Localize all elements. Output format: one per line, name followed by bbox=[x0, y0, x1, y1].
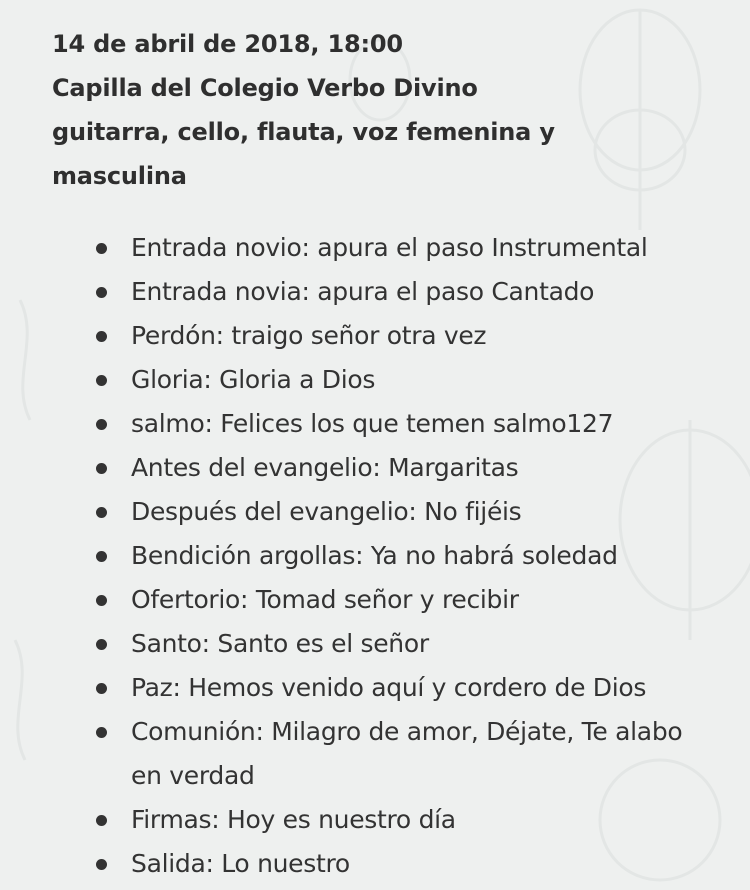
program-item bbox=[0, 270, 750, 314]
program-item bbox=[0, 534, 750, 578]
bullet-icon bbox=[96, 375, 107, 386]
program-item bbox=[0, 358, 750, 402]
event-venue: Capilla del Colegio Verbo Divino bbox=[52, 74, 478, 102]
bullet-icon bbox=[96, 507, 107, 518]
bullet-icon bbox=[96, 683, 107, 694]
program-item bbox=[0, 578, 750, 622]
bullet-icon bbox=[96, 815, 107, 826]
program-item-text: Antes del evangelio: Margaritas bbox=[131, 453, 519, 482]
program-list bbox=[0, 226, 750, 886]
program-item bbox=[0, 710, 750, 798]
program-item bbox=[0, 842, 750, 886]
program-item bbox=[0, 798, 750, 842]
program-item-text: Salida: Lo nuestro bbox=[131, 849, 350, 878]
program-item-text: Santo: Santo es el señor bbox=[131, 629, 429, 658]
program-item bbox=[0, 402, 750, 446]
bullet-icon bbox=[96, 595, 107, 606]
bullet-icon bbox=[96, 727, 107, 738]
bullet-icon bbox=[96, 287, 107, 298]
event-instruments-continued: masculina bbox=[52, 162, 187, 190]
program-item bbox=[0, 314, 750, 358]
program-item-text: Después del evangelio: No fijéis bbox=[131, 497, 522, 526]
program-item bbox=[0, 622, 750, 666]
bullet-icon bbox=[96, 243, 107, 254]
bullet-icon bbox=[96, 463, 107, 474]
bullet-icon bbox=[96, 331, 107, 342]
program-item-text: Gloria: Gloria a Dios bbox=[131, 365, 376, 394]
bullet-icon bbox=[96, 639, 107, 650]
program-item-text: salmo: Felices los que temen salmo127 bbox=[131, 409, 614, 438]
bullet-icon bbox=[96, 859, 107, 870]
program-item bbox=[0, 226, 750, 270]
program-item-text: Ofertorio: Tomad señor y recibir bbox=[131, 585, 519, 614]
event-header bbox=[52, 22, 712, 198]
program-item-text: Bendición argollas: Ya no habrá soledad bbox=[131, 541, 618, 570]
program-item-text: Firmas: Hoy es nuestro día bbox=[131, 805, 456, 834]
program-item bbox=[0, 666, 750, 710]
program-item-text: Entrada novia: apura el paso Cantado bbox=[131, 277, 595, 306]
bullet-icon bbox=[96, 551, 107, 562]
event-date-time: 14 de abril de 2018, 18:00 bbox=[52, 30, 403, 58]
program-item-text: Entrada novio: apura el paso Instrumental bbox=[131, 233, 648, 262]
event-instruments: guitarra, cello, flauta, voz femenina y bbox=[52, 118, 555, 146]
program-item bbox=[0, 490, 750, 534]
bullet-icon bbox=[96, 419, 107, 430]
program-item-text: Comunión: Milagro de amor, Déjate, Te alabo en verdad bbox=[131, 717, 683, 790]
program-item-text: Paz: Hemos venido aquí y cordero de Dios bbox=[131, 673, 647, 702]
program-item-text: Perdón: traigo señor otra vez bbox=[131, 321, 487, 350]
program-item bbox=[0, 446, 750, 490]
